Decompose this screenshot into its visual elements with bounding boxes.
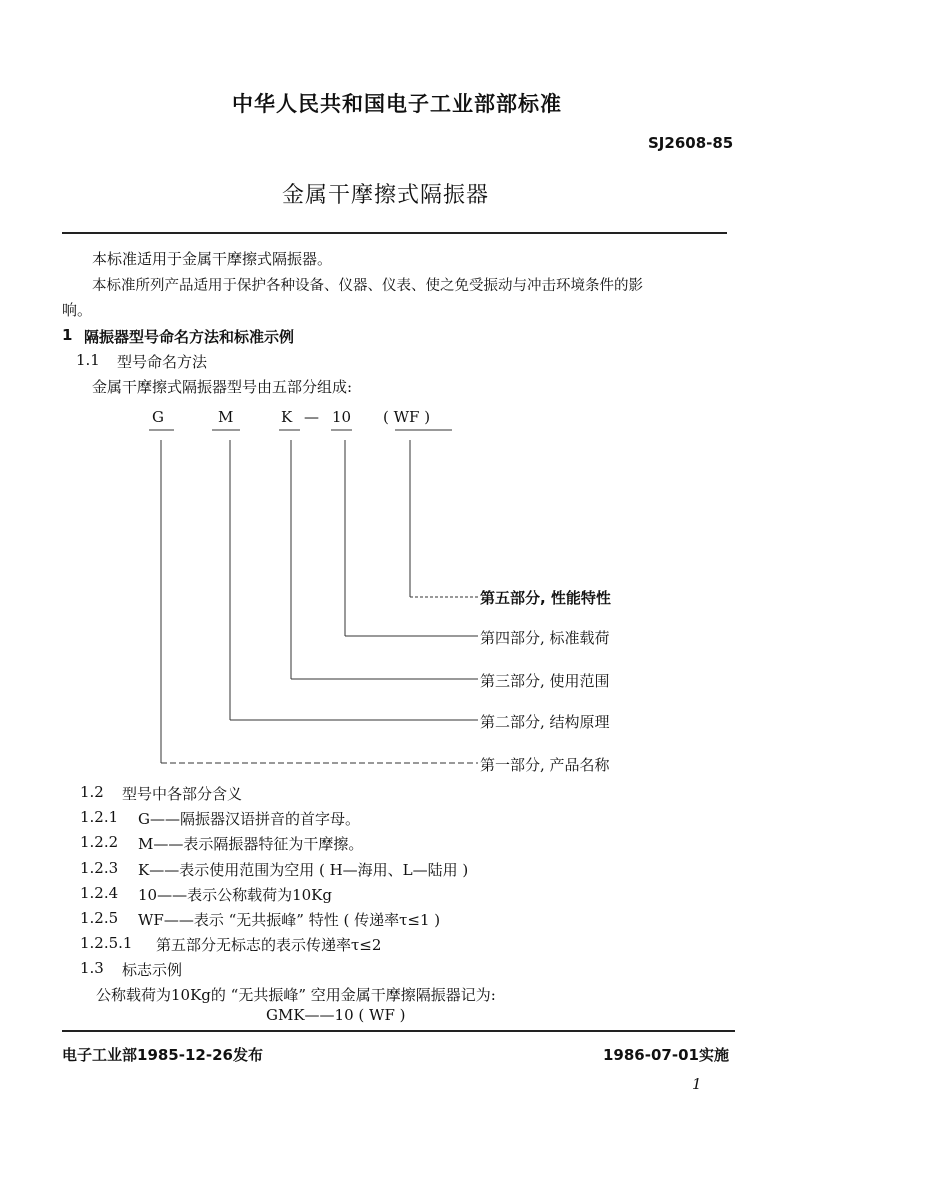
section-1-intro: 金属干摩擦式隔振器型号由五部分组成: [92, 378, 353, 396]
example-text: 公称载荷为10Kg的 “无共振峰” 空用金属干摩擦隔振器记为: [96, 986, 496, 1004]
diagram-label-part-2: 第二部分, 结构原理 [480, 713, 610, 731]
item-1-2-3-number: 1.2.3 [80, 859, 119, 877]
section-1-1-number: 1.1 [76, 351, 100, 369]
intro-paragraph-2-line-1: 本标准所列产品适用于保护各种设备、仪器、仪表、使之免受振动与冲击环境条件的影 [92, 278, 643, 294]
page-number: 1 [692, 1075, 702, 1093]
section-1-2-title: 型号中各部分含义 [122, 785, 243, 803]
document-title: 金属干摩擦式隔振器 [282, 183, 490, 208]
effective-date: 1986-07-01实施 [603, 1046, 729, 1064]
item-1-2-1-number: 1.2.1 [80, 808, 119, 826]
section-1-number: 1 [62, 326, 73, 344]
diagram-label-part-4: 第四部分, 标准载荷 [480, 629, 610, 647]
issue-date: 电子工业部1985-12-26发布 [62, 1046, 263, 1064]
example-code: GMK——10 ( WF ) [266, 1006, 406, 1024]
item-1-2-2-number: 1.2.2 [80, 833, 119, 851]
item-1-2-5-1-number: 1.2.5.1 [80, 934, 133, 952]
intro-paragraph-2-line-2: 响。 [62, 301, 93, 319]
item-1-2-2-text: M——表示隔振器特征为干摩擦。 [138, 835, 364, 853]
item-1-2-1-text: G——隔振器汉语拼音的首字母。 [138, 810, 360, 828]
section-1-1-title: 型号命名方法 [117, 353, 208, 371]
diagram-label-part-3: 第三部分, 使用范围 [480, 672, 610, 690]
section-1-3-number: 1.3 [80, 959, 104, 977]
section-1-title: 隔振器型号命名方法和标准示例 [84, 328, 295, 346]
section-1-2-number: 1.2 [80, 783, 104, 801]
item-1-2-5-1-text: 第五部分无标志的表示传递率τ≤2 [156, 936, 382, 954]
item-1-2-5-text: WF——表示 “无共振峰” 特性 ( 传递率τ≤1 ) [138, 911, 441, 929]
org-title: 中华人民共和国电子工业部部标准 [232, 92, 562, 116]
code-part-k: K [281, 408, 293, 426]
item-1-2-5-number: 1.2.5 [80, 909, 119, 927]
item-1-2-3-text: K——表示使用范围为空用 ( H—海用、L—陆用 ) [138, 861, 469, 879]
footer-rule [62, 1030, 735, 1032]
code-part-wf: ( WF ) [383, 408, 431, 426]
section-1-3-title: 标志示例 [122, 961, 183, 979]
item-1-2-4-text: 10——表示公称载荷为10Kg [138, 886, 332, 904]
code-part-m: M [218, 408, 234, 426]
intro-paragraph-1: 本标准适用于金属干摩擦式隔振器。 [92, 250, 333, 268]
diagram-label-part-1: 第一部分, 产品名称 [480, 756, 610, 774]
diagram-label-part-5: 第五部分, 性能特性 [480, 589, 611, 607]
item-1-2-4-number: 1.2.4 [80, 884, 119, 902]
code-part-10: 10 [332, 408, 352, 426]
code-part-g: G [152, 408, 164, 426]
standard-code: SJ2608-85 [648, 134, 734, 152]
code-dash: — [304, 408, 319, 426]
